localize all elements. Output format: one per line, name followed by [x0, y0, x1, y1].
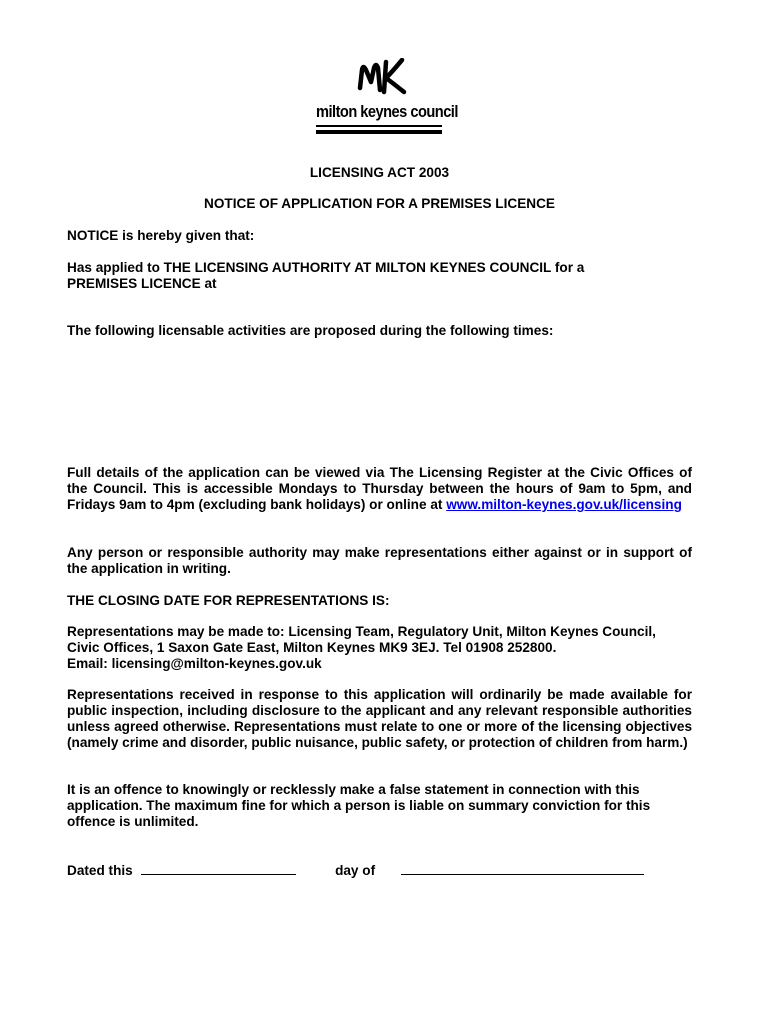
applied-text: Has applied to THE LICENSING AUTHORITY AT MILTON KEYNES COUNCIL for a PREMISES LICENCE at: [67, 260, 585, 291]
notice-given-text: NOTICE is hereby given that:: [67, 228, 255, 243]
day-of-label: day of: [335, 863, 376, 878]
dated-label: Dated this: [67, 863, 133, 878]
dated-line: [67, 861, 692, 879]
public-inspection-text: Representations received in response to this application will ordinarily be made available for public inspection, including disclosure to the applicant and any relevant responsible authorities unless agreed otherwise. Representations must relate to one or more of the licensing objectives (namely crime and disorder, public nuisance, public safety, or protection of children from harm.): [67, 687, 692, 750]
full-details-paragraph: [67, 465, 692, 513]
logo-rule-thick: [316, 130, 442, 134]
full-details-text: Full details of the application can be viewed via The Licensing Register at the Civic Offices of the Council. This is accessible Mondays to Thursday between the hours of 9am to 5pm, and Fridays 9am to 4pm (excluding bank holidays) or online at: [67, 465, 692, 512]
representations-to-text: Representations may be made to: Licensing Team, Regulatory Unit, Milton Keynes Council, Civic Offices, 1 Saxon Gate East, Milton Keynes MK9 3EJ. Tel 01908 252800.: [67, 624, 656, 655]
email-text: Email: licensing@milton-keynes.gov.uk: [67, 656, 322, 671]
licensing-website-link[interactable]: www.milton-keynes.gov.uk/licensing: [446, 497, 682, 512]
council-name: milton keynes council: [316, 102, 458, 121]
closing-date-text: THE CLOSING DATE FOR REPRESENTATIONS IS:: [67, 593, 390, 608]
dated-blank-field[interactable]: [141, 861, 296, 875]
mk-logo-mark-icon: [316, 58, 444, 102]
council-logo: [316, 58, 458, 140]
any-person-text: Any person or responsible authority may make representations either against or in support of the application in writing.: [67, 545, 692, 576]
notice-title: NOTICE OF APPLICATION FOR A PREMISES LICENCE: [204, 196, 555, 211]
activities-text: The following licensable activities are proposed during the following times:: [67, 323, 554, 338]
offence-text: It is an offence to knowingly or recklessly make a false statement in connection with this application. The maximum fine for which a person is liable on summary conviction for this offence is unlimited.: [67, 782, 651, 829]
day-of-blank-field[interactable]: [401, 861, 644, 875]
act-heading: LICENSING ACT 2003: [309, 165, 450, 180]
logo-rule-thin: [316, 125, 442, 127]
representations-address: [67, 624, 657, 672]
